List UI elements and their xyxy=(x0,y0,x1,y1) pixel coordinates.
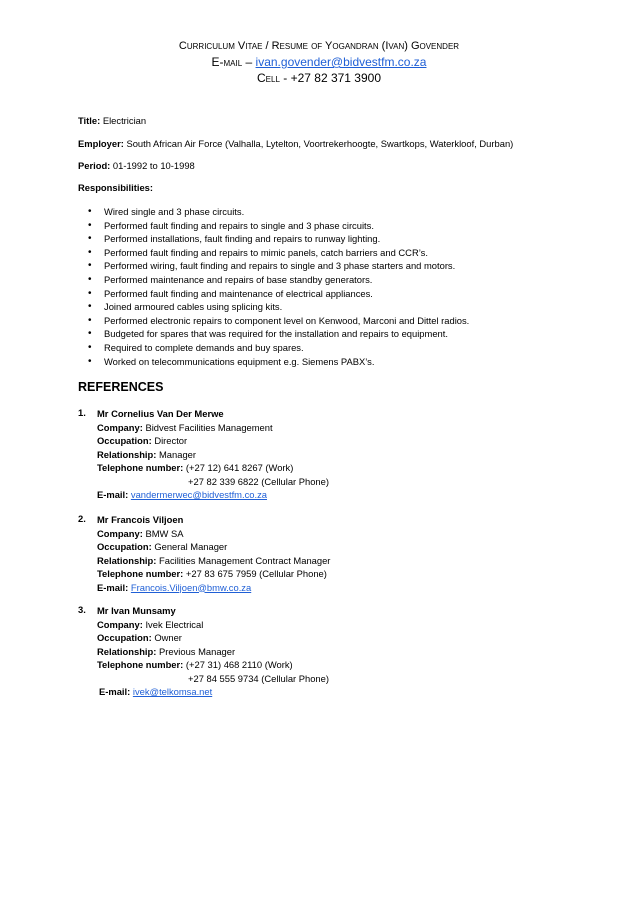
reference-occupation: Director xyxy=(154,435,188,446)
period: 01-1992 to 10-1998 xyxy=(112,160,195,171)
reference-occupation: Owner xyxy=(154,632,182,643)
cell-number: +27 82 371 3900 xyxy=(290,71,381,85)
reference-company: Bidvest Facilities Management xyxy=(145,421,273,433)
title-label: Title: xyxy=(78,115,101,126)
responsibilities-heading: Responsibilities: xyxy=(78,182,154,193)
header-cell-line xyxy=(0,71,638,85)
reference-relationship: Facilities Management Contract Manager xyxy=(159,554,331,566)
list-item: • Performed installations, fault finding and repairs to runway lighting. xyxy=(78,232,598,246)
reference-telephone: +27 83 675 7959 (Cellular Phone) xyxy=(185,568,327,579)
reference-telephone: (+27 31) 468 2110 (Work) xyxy=(185,659,293,670)
employer-label: Employer: xyxy=(78,138,124,149)
cell-label: Cell - xyxy=(257,71,288,85)
list-item: • Required to complete demands and buy spares. xyxy=(78,341,598,355)
reference-email-link[interactable]: vandermerwec@bidvestfm.co.za xyxy=(130,489,268,500)
reference-company: BMW SA xyxy=(145,527,184,539)
list-item: • Performed fault finding and repairs to mimic panels, catch barriers and CCR’s. xyxy=(78,246,598,260)
references-heading: REFERENCES xyxy=(78,380,164,394)
reference-email-link[interactable]: ivek@telkomsa.net xyxy=(132,686,213,697)
header-email-link[interactable]: ivan.govender@bidvestfm.co.za xyxy=(255,55,427,69)
reference-relationship: Previous Manager xyxy=(159,645,236,657)
reference-email-link[interactable]: Francois.Viljoen@bmw.co.za xyxy=(130,581,252,593)
reference-number: 3. xyxy=(78,604,86,615)
period-label: Period: xyxy=(78,160,111,171)
list-item: • Performed fault finding and repairs to single and 3 phase circuits. xyxy=(78,219,598,233)
reference-telephone: (+27 12) 641 8267 (Work) xyxy=(185,462,294,473)
document-title: Curriculum Vitae / Resume of Yogandran (Ivan) Govender xyxy=(178,40,460,52)
list-item: • Joined armoured cables using splicing kits. xyxy=(78,300,598,314)
reference-name: Mr Cornelius Van Der Merwe xyxy=(97,408,224,419)
list-item: • Budgeted for spares that was required for the installation and repairs to equipment. xyxy=(78,327,598,341)
job-title: Electrician xyxy=(102,115,147,126)
reference-name: Mr Ivan Munsamy xyxy=(97,605,176,616)
cv-page: Curriculum Vitae / Resume of Yogandran (Ivan) Govender E-mail – ivan.govender@bidvestfm.co.za Cell - +27 82 371 3900 Title: Electrician Employer: South African Air Force (Valhalla, Lytelton, Voortrekerhoogte, Swartkops, Waterkloof, Durban) Period: 01-1992 to 10-1998 Responsibilities: • Wired single and 3 phase circuits. • Performed fault finding and repairs to single and 3 phase circuits. • Performed installations, fault finding and repairs to runway lighting. • Performed fault finding and repairs to mimic panels, catch barriers and CCR’s. • Performed wiring, fault finding and repairs to single and 3 phase starters and motors. • Performed maintenance and repairs of base standby generators. • Performed fault finding and maintenance of electrical appliances. • Joined armoured cables using splicing kits. • Performed electronic repairs to component level on Kenwood, Marconi and Dittel radios. • Budgeted for spares that was required for the installation and repairs to equipment. • Required to complete demands and buy spares. • Worked on telecommunications equipment e.g. Siemens PABX’s. REFERENCES 1. Mr Cornelius Van Der Merwe Company: Bidvest Facilities Management Occupation: Director Relationship: Manager Telephone number: (+27 12) 641 8267 (Work) +27 82 339 6822 (Cellular Phone) E-mail: vandermerwec@bidvestfm.co.za 2. Mr Francois Viljoen Company: BMW SA Occupation: General Manager Relationship: Facilities Management Contract Manager Telephone number: +27 83 675 7959 (Cellular Phone) E-mail: Francois.Viljoen@bmw.co.za 3. Mr Ivan Munsamy Company: Ivek Electrical Occupation: Owner Relationship: Previous Manager Telephone number: (+27 31) 468 2110 (Work) +27 84 555 9734 (Cellular Phone) E-mail: ivek@telkomsa.net xyxy=(0,0,638,902)
reference-company: Ivek Electrical xyxy=(145,618,204,630)
job-title-line xyxy=(78,115,146,126)
list-item: • Performed wiring, fault finding and repairs to single and 3 phase starters and motors. xyxy=(78,259,598,273)
header-email-line xyxy=(0,55,638,69)
reference-telephone-2: +27 84 555 9734 (Cellular Phone) xyxy=(188,672,329,684)
reference-relationship: Manager xyxy=(159,448,197,460)
reference-occupation: General Manager xyxy=(154,541,228,552)
reference-number: 1. xyxy=(78,407,86,418)
list-item: • Worked on telecommunications equipment e.g. Siemens PABX’s. xyxy=(78,355,598,369)
period-line xyxy=(78,160,195,171)
responsibilities-list xyxy=(78,205,598,368)
employer-line xyxy=(78,138,513,149)
reference-telephone-2: +27 82 339 6822 (Cellular Phone) xyxy=(188,475,329,487)
list-item: • Wired single and 3 phase circuits. xyxy=(78,205,598,219)
list-item: • Performed maintenance and repairs of base standby generators. xyxy=(78,273,598,287)
reference-number: 2. xyxy=(78,513,86,524)
email-label: E-mail – xyxy=(211,55,253,69)
list-item: • Performed electronic repairs to component level on Kenwood, Marconi and Dittel radios. xyxy=(78,314,598,328)
list-item: • Performed fault finding and maintenance of electrical appliances. xyxy=(78,287,598,301)
reference-name: Mr Francois Viljoen xyxy=(97,514,184,525)
employer: South African Air Force (Valhalla, Lytelton, Voortrekerhoogte, Swartkops, Waterkloof, Durban) xyxy=(126,138,514,149)
